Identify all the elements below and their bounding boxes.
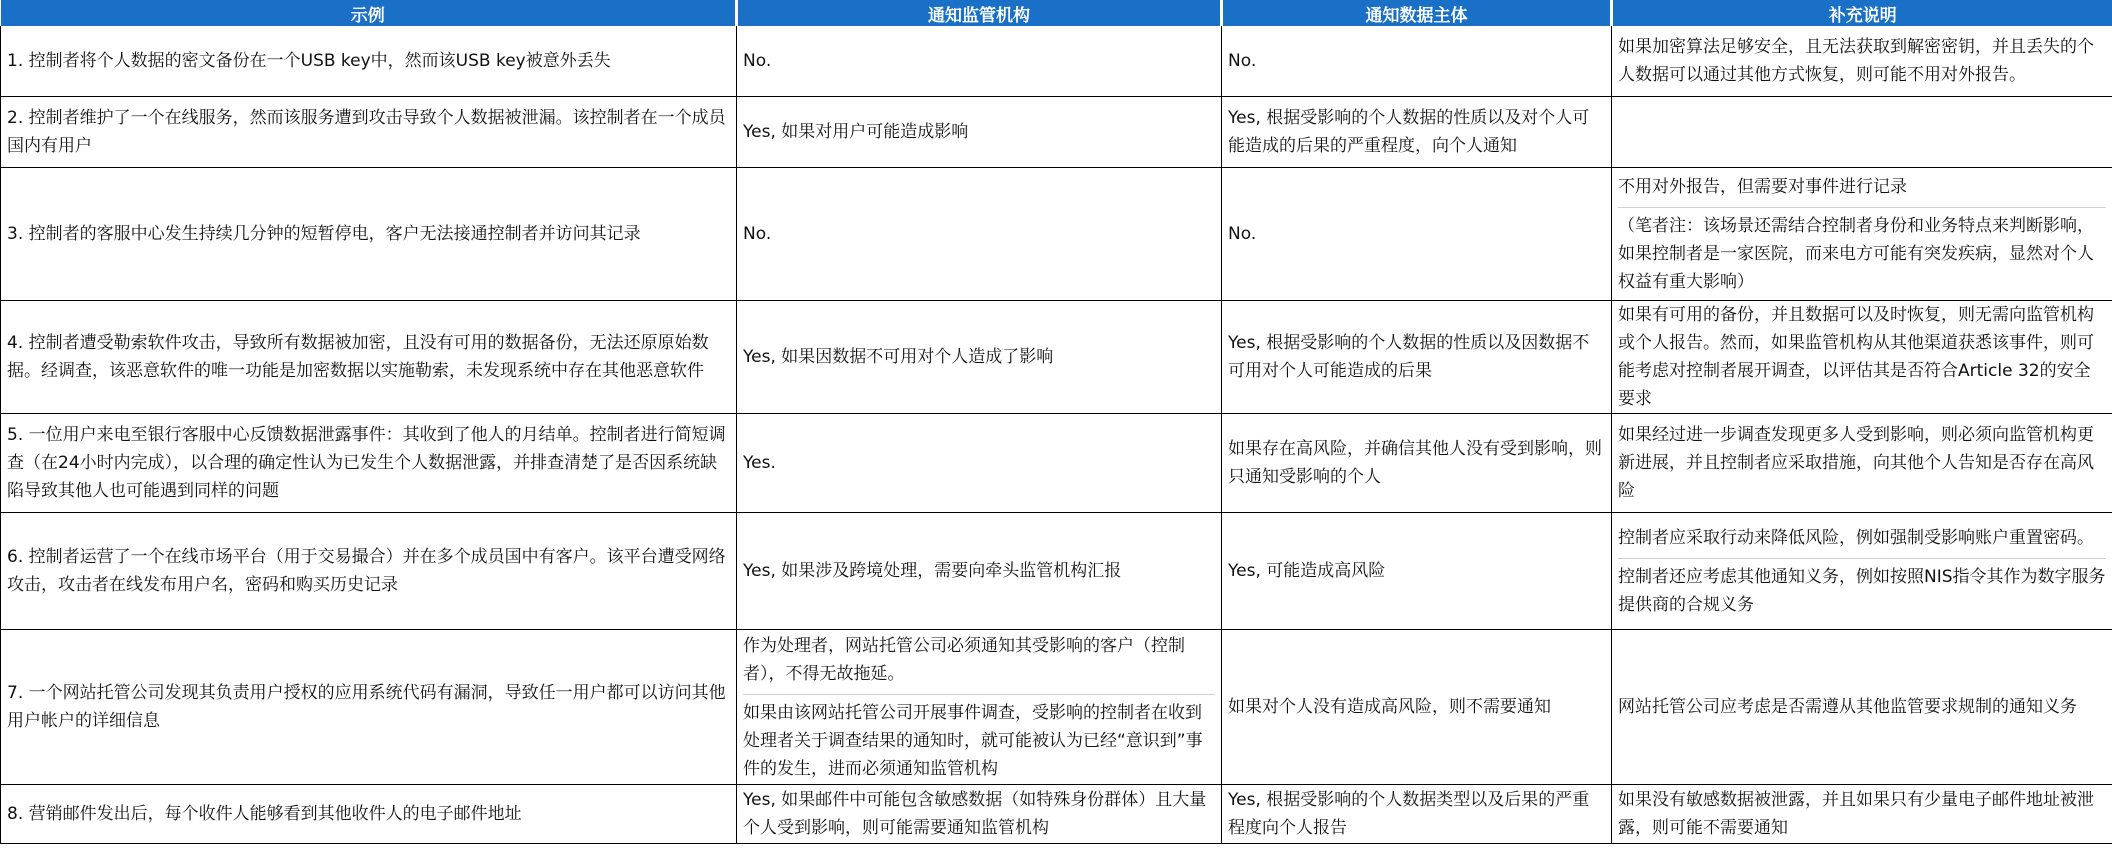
cell-notes — [1612, 301, 2112, 414]
cell-text: Yes, 如果邮件中可能包含敏感数据（如特殊身份群体）且大量个人受到影响，则可能需要通知监管机构 — [743, 790, 1207, 838]
cell-text: Yes, 根据受影响的个人数据的性质以及因数据不可用对个人可能造成的后果 — [1228, 333, 1590, 381]
table-row — [1, 414, 2112, 513]
header-example: 示例 — [1, 0, 737, 26]
cell-text: 不用对外报告，但需要对事件进行记录 — [1618, 176, 1907, 197]
cell-subject — [1222, 630, 1612, 785]
cell-text: 如果加密算法足够安全，且无法获取到解密密钥，并且丢失的个人数据可以通过其他方式恢复，则可能不用对外报告。 — [1618, 37, 2094, 85]
cell-text: Yes, 如果对用户可能造成影响 — [743, 122, 969, 142]
cell-text: 如果对个人没有造成高风险，则不需要通知 — [1228, 697, 1551, 717]
cell-example: 5. 一位用户来电至银行客服中心反馈数据泄露事件：其收到了他人的月结单。控制者进行简短调查（在24小时内完成），以合理的确定性认为已发生个人数据泄露，并排查清楚了是否因系统缺陷导致其他人也可能遇到同样的问题 — [1, 414, 737, 513]
cell-example: 7. 一个网站托管公司发现其负责用户授权的应用系统代码有漏洞，导致任一用户都可以访问其他用户帐户的详细信息 — [1, 630, 737, 785]
table-row — [1, 785, 2112, 844]
cell-authority — [737, 513, 1222, 630]
cell-notes — [1612, 414, 2112, 513]
cell-notes — [1612, 26, 2112, 97]
cell-subject — [1222, 168, 1612, 301]
cell-subject — [1222, 301, 1612, 414]
table-row — [1, 26, 2112, 97]
cell-subject — [1222, 97, 1612, 168]
cell-example: 3. 控制者的客服中心发生持续几分钟的短暂停电，客户无法接通控制者并访问其记录 — [1, 168, 737, 301]
table-row — [1, 168, 2112, 301]
cell-notes — [1612, 630, 2112, 785]
table-row — [1, 630, 2112, 785]
cell-text: No. — [1228, 51, 1257, 71]
cell-text: Yes, 如果涉及跨境处理，需要向牵头监管机构汇报 — [743, 561, 1122, 581]
header-notes: 补充说明 — [1612, 0, 2112, 26]
cell-example: 6. 控制者运营了一个在线市场平台（用于交易撮合）并在多个成员国中有客户。该平台遭受网络攻击，攻击者在线发布用户名，密码和购买历史记录 — [1, 513, 737, 630]
cell-text: 作为处理者，网站托管公司必须通知其受影响的客户（控制者），不得无故拖延。 — [743, 635, 1185, 684]
table-header — [1, 0, 2112, 26]
cell-notes — [1612, 785, 2112, 844]
cell-authority — [737, 414, 1222, 513]
cell-subject — [1222, 26, 1612, 97]
cell-text: 如果由该网站托管公司开展事件调查，受影响的控制者在收到处理者关于调查结果的通知时，就可能被认为已经“意识到”事件的发生，进而必须通知监管机构 — [743, 694, 1215, 783]
cell-authority — [737, 630, 1222, 785]
cell-text: Yes, 可能造成高风险 — [1228, 561, 1386, 581]
cell-text: 如果经过进一步调查发现更多人受到影响，则必须向监管机构更新进展，并且控制者应采取措施，向其他个人告知是否存在高风险 — [1618, 425, 2094, 501]
cell-notes — [1612, 513, 2112, 630]
cell-text: Yes, 根据受影响的个人数据类型以及后果的严重程度向个人报告 — [1228, 790, 1590, 838]
cell-example: 4. 控制者遭受勒索软件攻击，导致所有数据被加密，且没有可用的数据备份，无法还原原始数据。经调查，该恶意软件的唯一功能是加密数据以实施勒索，未发现系统中存在其他恶意软件 — [1, 301, 737, 414]
cell-text: 如果有可用的备份，并且数据可以及时恢复，则无需向监管机构或个人报告。然而，如果监管机构从其他渠道获悉该事件，则可能考虑对控制者展开调查，以评估其是否符合Article 32的安全要求 — [1618, 305, 2094, 409]
cell-authority — [737, 168, 1222, 301]
cell-text: 网站托管公司应考虑是否需遵从其他监管要求规制的通知义务 — [1618, 697, 2077, 717]
header-notify-authority: 通知监管机构 — [737, 0, 1222, 26]
cell-text: Yes. — [743, 453, 776, 473]
cell-example: 2. 控制者维护了一个在线服务，然而该服务遭到攻击导致个人数据被泄漏。该控制者在一个成员国内有用户 — [1, 97, 737, 168]
cell-text: 如果存在高风险，并确信其他人没有受到影响，则只通知受影响的个人 — [1228, 439, 1602, 487]
cell-subject — [1222, 414, 1612, 513]
cell-subject — [1222, 785, 1612, 844]
cell-notes — [1612, 168, 2112, 301]
cell-text: 如果没有敏感数据被泄露，并且如果只有少量电子邮件地址被泄露，则可能不需要通知 — [1618, 790, 2094, 838]
cell-authority — [737, 26, 1222, 97]
cell-text: No. — [1228, 224, 1257, 244]
table-row — [1, 301, 2112, 414]
cell-notes — [1612, 97, 2112, 168]
cell-text: （笔者注：该场景还需结合控制者身份和业务特点来判断影响，如果控制者是一家医院，而来电方可能有突发疾病，显然对个人权益有重大影响） — [1618, 207, 2106, 296]
cell-authority — [737, 97, 1222, 168]
cell-authority — [737, 785, 1222, 844]
table-row — [1, 97, 2112, 168]
cell-text: No. — [743, 224, 772, 244]
table-row — [1, 513, 2112, 630]
cell-text: 控制者应采取行动来降低风险，例如强制受影响账户重置密码。 — [1618, 527, 2094, 548]
cell-text: Yes, 如果因数据不可用对个人造成了影响 — [743, 347, 1054, 367]
cell-text: No. — [743, 51, 772, 71]
cell-text: Yes, 根据受影响的个人数据的性质以及对个人可能造成的后果的严重程度，向个人通知 — [1228, 108, 1590, 156]
cell-example: 1. 控制者将个人数据的密文备份在一个USB key中，然而该USB key被意外丢失 — [1, 26, 737, 97]
cell-text: 控制者还应考虑其他通知义务，例如按照NIS指令其作为数字服务提供商的合规义务 — [1618, 558, 2106, 619]
header-notify-subject: 通知数据主体 — [1222, 0, 1612, 26]
cell-example: 8. 营销邮件发出后，每个收件人能够看到其他收件人的电子邮件地址 — [1, 785, 737, 844]
cell-subject — [1222, 513, 1612, 630]
cell-authority — [737, 301, 1222, 414]
